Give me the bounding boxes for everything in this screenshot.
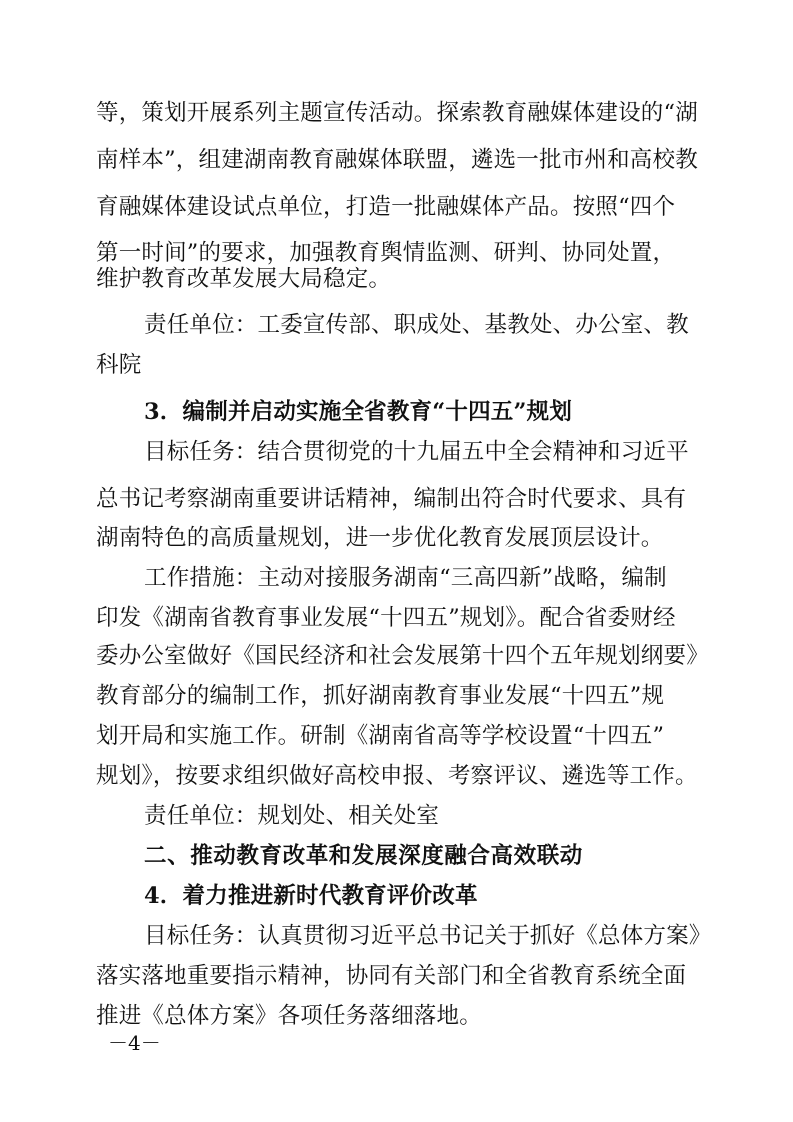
body-text-line: 推进《总体方案》各项任务落细落地。	[96, 1003, 482, 1029]
body-text-line: 科院	[96, 352, 142, 378]
page-number: －4－	[108, 1031, 161, 1055]
body-text-line: 总书记考察湖南重要讲话精神，编制出符合时代要求、具有	[96, 486, 687, 512]
body-text-line: 教育部分的编制工作，抓好湖南教育事业发展“十四五”规	[96, 683, 665, 709]
body-text-line: 维护教育改革发展大局稳定。	[96, 266, 392, 292]
section-heading: 二、推动教育改革和发展深度融合高效联动	[144, 843, 583, 869]
body-text-line: 等，策划开展系列主题宣传活动。探索教育融媒体建设的“湖	[96, 100, 698, 126]
body-text-line: 湖南特色的高质量规划，进一步优化教育发展顶层设计。	[96, 525, 664, 551]
body-text-line: 目标任务：认真贯彻习近平总书记关于抓好《总体方案》	[144, 923, 712, 949]
body-text-line: 育融媒体建设试点单位，打造一批融媒体产品。按照“四个	[96, 194, 676, 220]
body-text-line: 南样本”，组建湖南教育融媒体联盟，遴选一批市州和高校教	[96, 147, 698, 173]
body-text-line: 委办公室做好《国民经济和社会发展第十四个五年规划纲要》	[96, 643, 709, 669]
responsibility-line: 责任单位：工委宣传部、职成处、基教处、办公室、教	[144, 312, 689, 338]
body-text-line: 工作措施：主动对接服务湖南“三高四新”战略，编制	[144, 565, 667, 591]
section-subheading: 4．着力推进新时代教育评价改革	[144, 883, 478, 909]
body-text-line: 划开局和实施工作。研制《湖南省高等学校设置“十四五”	[96, 723, 665, 749]
body-text-line: 规划》，按要求组织做好高校申报、考察评议、遴选等工作。	[96, 763, 698, 789]
body-text-line: 目标任务：结合贯彻党的十九届五中全会精神和习近平	[144, 439, 689, 465]
body-text-line: 印发《湖南省教育事业发展“十四五”规划》。配合省委财经	[96, 605, 676, 631]
body-text-line: 第一时间”的要求，加强教育舆情监测、研判、协同处置，	[96, 240, 676, 266]
body-text-line: 落实落地重要指示精神，协同有关部门和全省教育系统全面	[96, 963, 687, 989]
responsibility-line: 责任单位：规划处、相关处室	[144, 803, 440, 829]
section-subheading: 3．编制并启动实施全省教育“十四五”规划	[144, 399, 573, 425]
